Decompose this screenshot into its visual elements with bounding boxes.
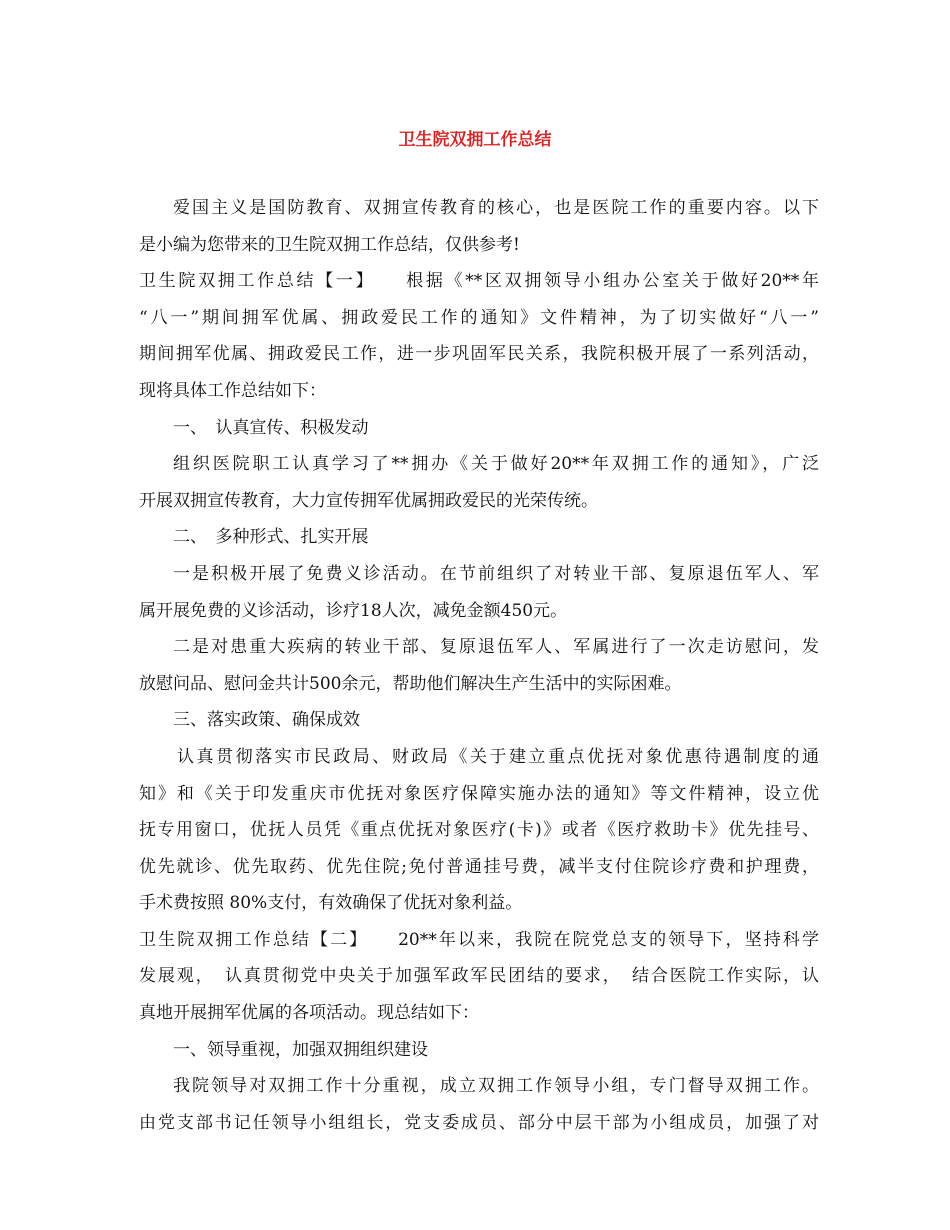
text-line: 开展双拥宣传教育，大力宣传拥军优属拥政爱民的光荣传统。 — [139, 490, 598, 511]
text-line: 爱国主义是国防教育、双拥宣传教育的核心，也是医院工作的重要内容。以下 — [173, 198, 819, 218]
text-line: 属开展免费的义诊活动，诊疗18人次，减免金额450元。 — [139, 600, 568, 621]
text-line: 抚专用窗口，优抚人员凭《重点优抚对象医疗(卡)》或者《医疗救助卡》优先挂号、 — [139, 820, 819, 841]
text-line: 期间拥军优属、拥政爱民工作，进一步巩固军民关系，我院积极开展了一系列活动， — [139, 344, 819, 365]
text-line: 卫生院双拥工作总结【二】 20**年以来，我院在院党总支的领导下，坚持科学 — [139, 929, 819, 950]
text-line: 卫生院双拥工作总结【一】 根据《**区双拥领导小组办公室关于做好20**年 — [139, 271, 819, 292]
text-line: 真地开展拥军优属的各项活动。现总结如下： — [139, 1003, 479, 1024]
text-line: 我院领导对双拥工作十分重视，成立双拥工作领导小组，专门督导双拥工作。 — [173, 1076, 819, 1097]
text-line: 发展观， 认真贯彻党中央关于加强军政军民团结的要求， 结合医院工作实际，认 — [139, 966, 819, 987]
document-body — [139, 190, 819, 1141]
text-line: 现将具体工作总结如下： — [139, 380, 326, 401]
text-line: 二是对患重大疾病的转业干部、复原退伍军人、军属进行了一次走访慰问，发 — [173, 637, 819, 658]
text-line: 知》和《关于印发重庆市优抚对象医疗保障实施办法的通知》等文件精神，设立优 — [139, 783, 819, 804]
text-line: 放慰问品、慰问金共计500余元，帮助他们解决生产生活中的实际困难。 — [139, 673, 682, 694]
text-line: 一是积极开展了免费义诊活动。在节前组织了对转业干部、复原退伍军人、军 — [173, 563, 819, 584]
text-line: 认真贯彻落实市民政局、财政局《关于建立重点优抚对象优惠待遇制度的通 — [177, 746, 819, 767]
text-line: 一、领导重视，加强双拥组织建设 — [173, 1039, 428, 1060]
document-title: 卫生院双拥工作总结 — [398, 130, 552, 150]
text-line: 一、 认真宣传、积极发动 — [173, 417, 369, 438]
text-line: 由党支部书记任领导小组组长，党支委成员、部分中层干部为小组成员，加强了对 — [139, 1112, 819, 1133]
text-line: 手术费按照 80%支付，有效确保了优抚对象利益。 — [139, 893, 523, 914]
text-line: 二、 多种形式、扎实开展 — [173, 527, 369, 548]
text-line: 优先就诊、优先取药、优先住院;免付普通挂号费，减半支付住院诊疗费和护理费， — [139, 856, 819, 877]
text-line: 组织医院职工认真学习了**拥办《关于做好20**年双拥工作的通知》，广泛 — [173, 454, 819, 475]
text-line: “八一”期间拥军优属、拥政爱民工作的通知》文件精神，为了切实做好“八一” — [139, 307, 819, 328]
text-line: 三、落实政策、确保成效 — [173, 710, 360, 731]
text-line: 是小编为您带来的卫生院双拥工作总结，仅供参考! — [139, 234, 520, 255]
